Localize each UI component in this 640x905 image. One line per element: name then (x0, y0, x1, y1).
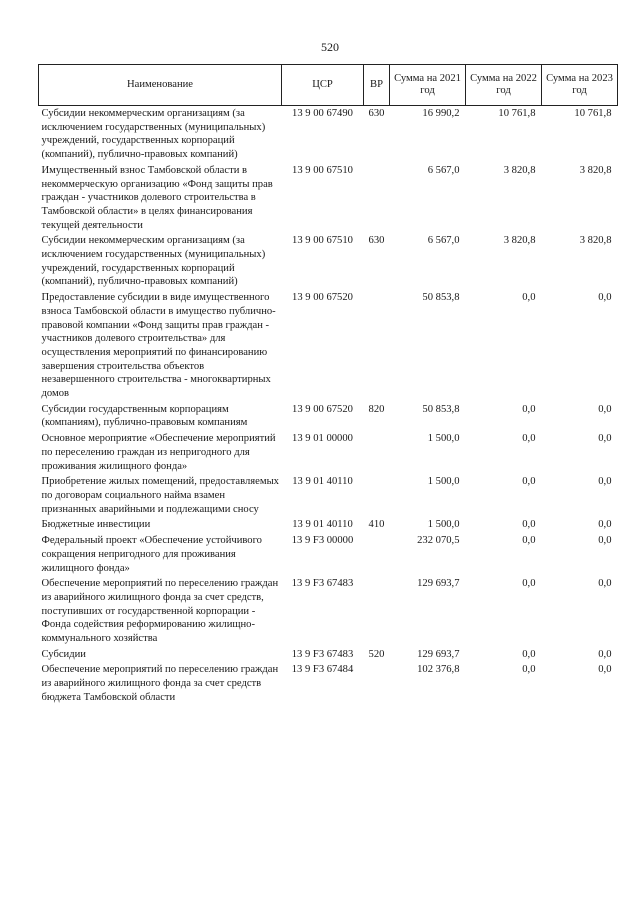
row-csr-cell: 13 9 F3 67483 (291, 578, 354, 590)
row-csr-cell: 13 9 01 40110 (292, 519, 353, 531)
table-header-row (39, 65, 618, 106)
row-csr-cell: 13 9 00 67510 (292, 164, 353, 176)
row-sum-2021-cell: 129 693,7 (417, 578, 460, 590)
row-csr-cell: 13 9 F3 67483 (291, 648, 354, 660)
row-sum-2022-cell: 10 761,8 (498, 108, 536, 119)
row-csr-cell: 13 9 01 40110 (292, 476, 353, 488)
table-row (39, 663, 618, 706)
row-sum-2021-cell: 6 567,0 (427, 235, 460, 247)
row-csr-cell: 13 9 F3 67484 (291, 664, 354, 676)
row-name-cell: Обеспечение мероприятий по переселению граждан из аварийного жилищного фонда за счет средств бюджета Тамбовской области (41, 664, 279, 703)
row-csr-cell: 13 9 00 67520 (292, 292, 353, 304)
row-sum-2023-cell: 0,0 (598, 519, 612, 531)
row-sum-2023-cell: 3 820,8 (579, 164, 612, 176)
row-sum-2022-cell: 0,0 (522, 578, 536, 590)
row-vr-cell: 630 (368, 235, 385, 247)
page-number: 520 (321, 40, 339, 54)
row-sum-2023-cell: 0,0 (598, 648, 612, 660)
row-csr-cell: 13 9 F3 00000 (291, 535, 354, 547)
row-csr-cell: 13 9 01 00000 (292, 433, 353, 445)
header-sum-2021: Сумма на 2021 год (390, 65, 466, 106)
row-vr-cell: 630 (368, 108, 385, 119)
row-csr-cell: 13 9 00 67510 (292, 235, 353, 247)
header-csr: ЦСР (282, 65, 364, 106)
row-vr-cell (364, 577, 390, 648)
row-name-cell: Предоставление субсидии в виде имущественного взноса Тамбовской области в имущество публично-правовой компании «Фонд защиты прав граждан - участников долевого строительства» для осуществления мероприятий по финансированию завершения строительства объектов незавершенного строительства - многоквартирных домов (41, 292, 276, 400)
row-sum-2022-cell: 3 820,8 (503, 164, 536, 176)
row-vr-cell: 820 (368, 403, 385, 415)
row-sum-2023-cell: 3 820,8 (579, 235, 612, 247)
row-sum-2023-cell: 0,0 (598, 292, 612, 304)
row-name-cell: Приобретение жилых помещений, предоставляемых по договорам социального найма взамен признанных аварийными и подлежащими сносу (41, 476, 279, 515)
row-sum-2021-cell: 129 693,7 (417, 648, 460, 660)
row-sum-2022-cell: 0,0 (522, 535, 536, 547)
row-sum-2022-cell: 0,0 (522, 476, 536, 488)
row-name-cell: Основное мероприятие «Обеспечение мероприятий по переселению граждан из непригодного для проживания жилищного фонда» (41, 433, 276, 472)
row-sum-2021-cell: 6 567,0 (427, 164, 460, 176)
row-vr-cell (364, 475, 390, 518)
row-csr-cell: 13 9 00 67490 (292, 108, 353, 119)
row-vr-cell: 520 (368, 648, 385, 660)
row-vr-cell (364, 534, 390, 577)
table-row (39, 234, 618, 291)
row-sum-2022-cell: 0,0 (522, 292, 536, 304)
table-row (39, 534, 618, 577)
header-vr: ВР (364, 65, 390, 106)
header-sum-2022: Сумма на 2022 год (466, 65, 542, 106)
row-sum-2021-cell: 50 853,8 (422, 403, 460, 415)
row-name-cell: Субсидии некоммерческим организациям (за исключением государственных (муниципальных) учреждений, государственных корпораций (компаний), публично-правовых компаний) (41, 108, 266, 161)
row-vr-cell (364, 291, 390, 403)
table-row (39, 577, 618, 648)
row-name-cell: Субсидии государственным корпорациям (компаниям), публично-правовым компаниям (41, 403, 248, 429)
row-sum-2022-cell: 0,0 (522, 648, 536, 660)
row-sum-2021-cell: 50 853,8 (422, 292, 460, 304)
row-name-cell: Имущественный взнос Тамбовской области в некоммерческую организацию «Фонд защиты прав граждан - участников долевого строительства в Тамбовской области» в целях финансирования текущей деятельности (41, 164, 273, 231)
row-name-cell: Федеральный проект «Обеспечение устойчивого сокращения непригодного для проживания жилищного фонда» (41, 535, 262, 574)
header-sum-2023: Сумма на 2023 год (542, 65, 618, 106)
row-sum-2022-cell: 0,0 (522, 403, 536, 415)
row-vr-cell (364, 663, 390, 706)
table-row (39, 291, 618, 403)
row-sum-2023-cell: 0,0 (598, 664, 612, 676)
row-csr-cell: 13 9 00 67520 (292, 403, 353, 415)
row-sum-2023-cell: 0,0 (598, 403, 612, 415)
row-sum-2023-cell: 0,0 (598, 535, 612, 547)
row-sum-2022-cell: 0,0 (522, 519, 536, 531)
table-row (39, 475, 618, 518)
row-vr-cell: 410 (368, 519, 385, 531)
row-name-cell: Обеспечение мероприятий по переселению граждан из аварийного жилищного фонда за счет средств, поступивших от государственной корпорации - Фонда содействия реформированию жилищно-коммунального хозяйства (41, 578, 279, 645)
table-row (39, 432, 618, 475)
row-sum-2023-cell: 0,0 (598, 433, 612, 445)
row-name-cell: Субсидии некоммерческим организациям (за исключением государственных (муниципальных) учреждений, государственных корпораций (компаний), публично-правовых компаний) (41, 235, 266, 288)
table-row (39, 648, 618, 664)
table-row (39, 518, 618, 534)
row-sum-2021-cell: 1 500,0 (427, 519, 460, 531)
row-sum-2023-cell: 0,0 (598, 476, 612, 488)
table-row (39, 164, 618, 235)
table-row (39, 106, 618, 164)
table-row (39, 403, 618, 432)
row-vr-cell (364, 164, 390, 235)
row-sum-2021-cell: 1 500,0 (427, 476, 460, 488)
row-sum-2021-cell: 16 990,2 (422, 108, 460, 119)
row-vr-cell (364, 432, 390, 475)
row-sum-2023-cell: 10 761,8 (574, 108, 612, 119)
row-name-cell: Бюджетные инвестиции (41, 519, 151, 531)
header-name: Наименование (39, 65, 282, 106)
row-sum-2022-cell: 0,0 (522, 433, 536, 445)
row-sum-2021-cell: 1 500,0 (427, 433, 460, 445)
row-sum-2023-cell: 0,0 (598, 578, 612, 590)
row-name-cell: Субсидии (41, 648, 86, 660)
budget-table (38, 64, 618, 707)
row-sum-2022-cell: 3 820,8 (503, 235, 536, 247)
table-body (39, 106, 618, 707)
row-sum-2021-cell: 102 376,8 (417, 664, 460, 676)
row-sum-2021-cell: 232 070,5 (417, 535, 460, 547)
row-sum-2022-cell: 0,0 (522, 664, 536, 676)
